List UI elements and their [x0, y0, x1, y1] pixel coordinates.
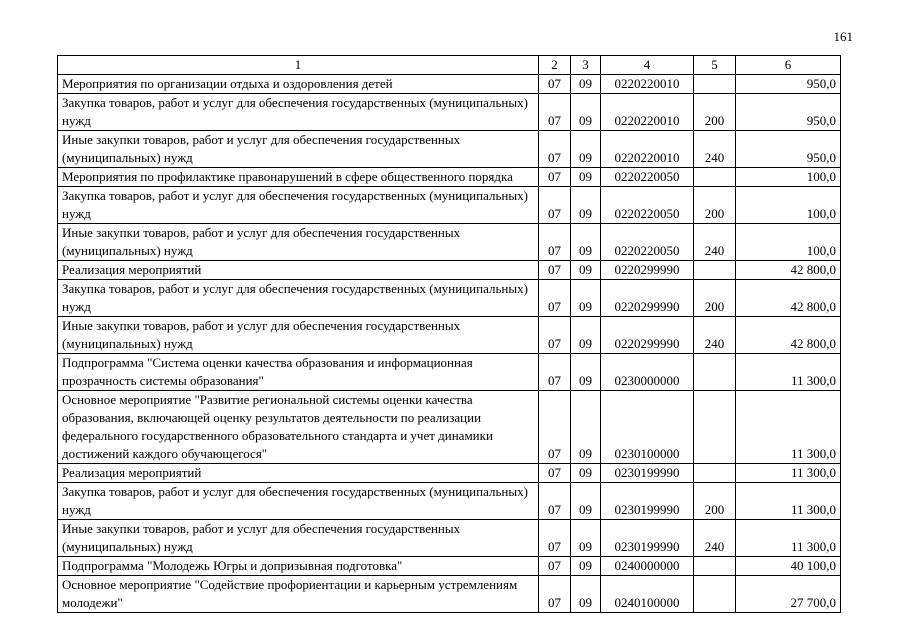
- csr-code-cell: 0230000000: [601, 354, 694, 391]
- vr-code-cell: 240: [694, 520, 736, 557]
- activity-name-cell: Иные закупки товаров, работ и услуг для обеспечения государственных (муниципальных) нужд: [58, 520, 539, 557]
- table-row: [58, 168, 841, 187]
- rz-code-cell: 07: [539, 483, 571, 520]
- rz-code-cell: 07: [539, 94, 571, 131]
- amount-cell: 42 800,0: [736, 317, 841, 354]
- rz-code-cell: 07: [539, 464, 571, 483]
- vr-code-cell: 200: [694, 94, 736, 131]
- csr-code-cell: 0230199990: [601, 520, 694, 557]
- pr-code-cell: 09: [571, 261, 601, 280]
- budget-table: [57, 55, 841, 613]
- amount-cell: 950,0: [736, 94, 841, 131]
- vr-code-cell: [694, 557, 736, 576]
- pr-code-cell: 09: [571, 557, 601, 576]
- pr-code-cell: 09: [571, 464, 601, 483]
- table-row: [58, 391, 841, 464]
- amount-cell: 11 300,0: [736, 391, 841, 464]
- rz-code-cell: 07: [539, 576, 571, 613]
- vr-code-cell: [694, 75, 736, 94]
- rz-code-cell: 07: [539, 520, 571, 557]
- csr-code-cell: 0220299990: [601, 317, 694, 354]
- activity-name-cell: Закупка товаров, работ и услуг для обеспечения государственных (муниципальных) нужд: [58, 483, 539, 520]
- amount-cell: 100,0: [736, 224, 841, 261]
- amount-cell: 11 300,0: [736, 483, 841, 520]
- activity-name-cell: Основное мероприятие "Развитие региональной системы оценки качества образования, включающей оценку результатов деятельности по реализации федерального государственного образовательного стандарта и учет динамики достижений каждого обучающегося": [58, 391, 539, 464]
- rz-code-cell: 07: [539, 317, 571, 354]
- csr-code-cell: 0220220010: [601, 75, 694, 94]
- column-header-3: 3: [571, 56, 601, 75]
- activity-name-cell: Подпрограмма "Молодежь Югры и допризывная подготовка": [58, 557, 539, 576]
- csr-code-cell: 0230100000: [601, 391, 694, 464]
- column-header-4: 4: [601, 56, 694, 75]
- activity-name-cell: Иные закупки товаров, работ и услуг для обеспечения государственных (муниципальных) нужд: [58, 131, 539, 168]
- csr-code-cell: 0240100000: [601, 576, 694, 613]
- vr-code-cell: [694, 464, 736, 483]
- rz-code-cell: 07: [539, 131, 571, 168]
- activity-name-cell: Мероприятия по профилактике правонарушений в сфере общественного порядка: [58, 168, 539, 187]
- table-body: [58, 75, 841, 613]
- table-row: [58, 483, 841, 520]
- vr-code-cell: 240: [694, 131, 736, 168]
- pr-code-cell: 09: [571, 187, 601, 224]
- vr-code-cell: 200: [694, 483, 736, 520]
- table-row: [58, 261, 841, 280]
- pr-code-cell: 09: [571, 168, 601, 187]
- csr-code-cell: 0230199990: [601, 464, 694, 483]
- table-row: [58, 94, 841, 131]
- pr-code-cell: 09: [571, 131, 601, 168]
- amount-cell: 950,0: [736, 75, 841, 94]
- table-row: [58, 131, 841, 168]
- activity-name-cell: Реализация мероприятий: [58, 261, 539, 280]
- pr-code-cell: 09: [571, 354, 601, 391]
- column-header-1: 1: [58, 56, 539, 75]
- page-number: 161: [833, 29, 853, 44]
- vr-code-cell: [694, 576, 736, 613]
- rz-code-cell: 07: [539, 557, 571, 576]
- pr-code-cell: 09: [571, 94, 601, 131]
- table-row: [58, 354, 841, 391]
- table-row: [58, 187, 841, 224]
- rz-code-cell: 07: [539, 261, 571, 280]
- vr-code-cell: [694, 354, 736, 391]
- pr-code-cell: 09: [571, 520, 601, 557]
- csr-code-cell: 0230199990: [601, 483, 694, 520]
- activity-name-cell: Закупка товаров, работ и услуг для обеспечения государственных (муниципальных) нужд: [58, 280, 539, 317]
- amount-cell: 11 300,0: [736, 520, 841, 557]
- amount-cell: 27 700,0: [736, 576, 841, 613]
- csr-code-cell: 0220220050: [601, 224, 694, 261]
- vr-code-cell: 240: [694, 317, 736, 354]
- activity-name-cell: Иные закупки товаров, работ и услуг для обеспечения государственных (муниципальных) нужд: [58, 224, 539, 261]
- table-row: [58, 576, 841, 613]
- activity-name-cell: Реализация мероприятий: [58, 464, 539, 483]
- csr-code-cell: 0220299990: [601, 280, 694, 317]
- table-row: [58, 75, 841, 94]
- pr-code-cell: 09: [571, 483, 601, 520]
- table-row: [58, 520, 841, 557]
- column-header-2: 2: [539, 56, 571, 75]
- column-header-6: 6: [736, 56, 841, 75]
- activity-name-cell: Закупка товаров, работ и услуг для обеспечения государственных (муниципальных) нужд: [58, 187, 539, 224]
- activity-name-cell: Подпрограмма "Система оценки качества образования и информационная прозрачность системы образования": [58, 354, 539, 391]
- activity-name-cell: Мероприятия по организации отдыха и оздоровления детей: [58, 75, 539, 94]
- pr-code-cell: 09: [571, 280, 601, 317]
- csr-code-cell: 0220299990: [601, 261, 694, 280]
- rz-code-cell: 07: [539, 75, 571, 94]
- csr-code-cell: 0240000000: [601, 557, 694, 576]
- pr-code-cell: 09: [571, 576, 601, 613]
- activity-name-cell: Иные закупки товаров, работ и услуг для обеспечения государственных (муниципальных) нужд: [58, 317, 539, 354]
- vr-code-cell: 240: [694, 224, 736, 261]
- amount-cell: 11 300,0: [736, 464, 841, 483]
- rz-code-cell: 07: [539, 168, 571, 187]
- csr-code-cell: 0220220050: [601, 168, 694, 187]
- amount-cell: 40 100,0: [736, 557, 841, 576]
- table-row: [58, 557, 841, 576]
- rz-code-cell: 07: [539, 354, 571, 391]
- csr-code-cell: 0220220010: [601, 131, 694, 168]
- amount-cell: 100,0: [736, 187, 841, 224]
- table-header-row: [58, 56, 841, 75]
- vr-code-cell: 200: [694, 280, 736, 317]
- pr-code-cell: 09: [571, 224, 601, 261]
- amount-cell: 100,0: [736, 168, 841, 187]
- amount-cell: 950,0: [736, 131, 841, 168]
- activity-name-cell: Основное мероприятие "Содействие профориентации и карьерным устремлениям молодежи": [58, 576, 539, 613]
- amount-cell: 11 300,0: [736, 354, 841, 391]
- rz-code-cell: 07: [539, 187, 571, 224]
- column-header-5: 5: [694, 56, 736, 75]
- table-row: [58, 464, 841, 483]
- amount-cell: 42 800,0: [736, 280, 841, 317]
- csr-code-cell: 0220220010: [601, 94, 694, 131]
- vr-code-cell: 200: [694, 187, 736, 224]
- amount-cell: 42 800,0: [736, 261, 841, 280]
- rz-code-cell: 07: [539, 224, 571, 261]
- rz-code-cell: 07: [539, 280, 571, 317]
- vr-code-cell: [694, 168, 736, 187]
- csr-code-cell: 0220220050: [601, 187, 694, 224]
- pr-code-cell: 09: [571, 75, 601, 94]
- vr-code-cell: [694, 261, 736, 280]
- pr-code-cell: 09: [571, 317, 601, 354]
- vr-code-cell: [694, 391, 736, 464]
- rz-code-cell: 07: [539, 391, 571, 464]
- pr-code-cell: 09: [571, 391, 601, 464]
- table-row: [58, 224, 841, 261]
- activity-name-cell: Закупка товаров, работ и услуг для обеспечения государственных (муниципальных) нужд: [58, 94, 539, 131]
- table-row: [58, 280, 841, 317]
- table-row: [58, 317, 841, 354]
